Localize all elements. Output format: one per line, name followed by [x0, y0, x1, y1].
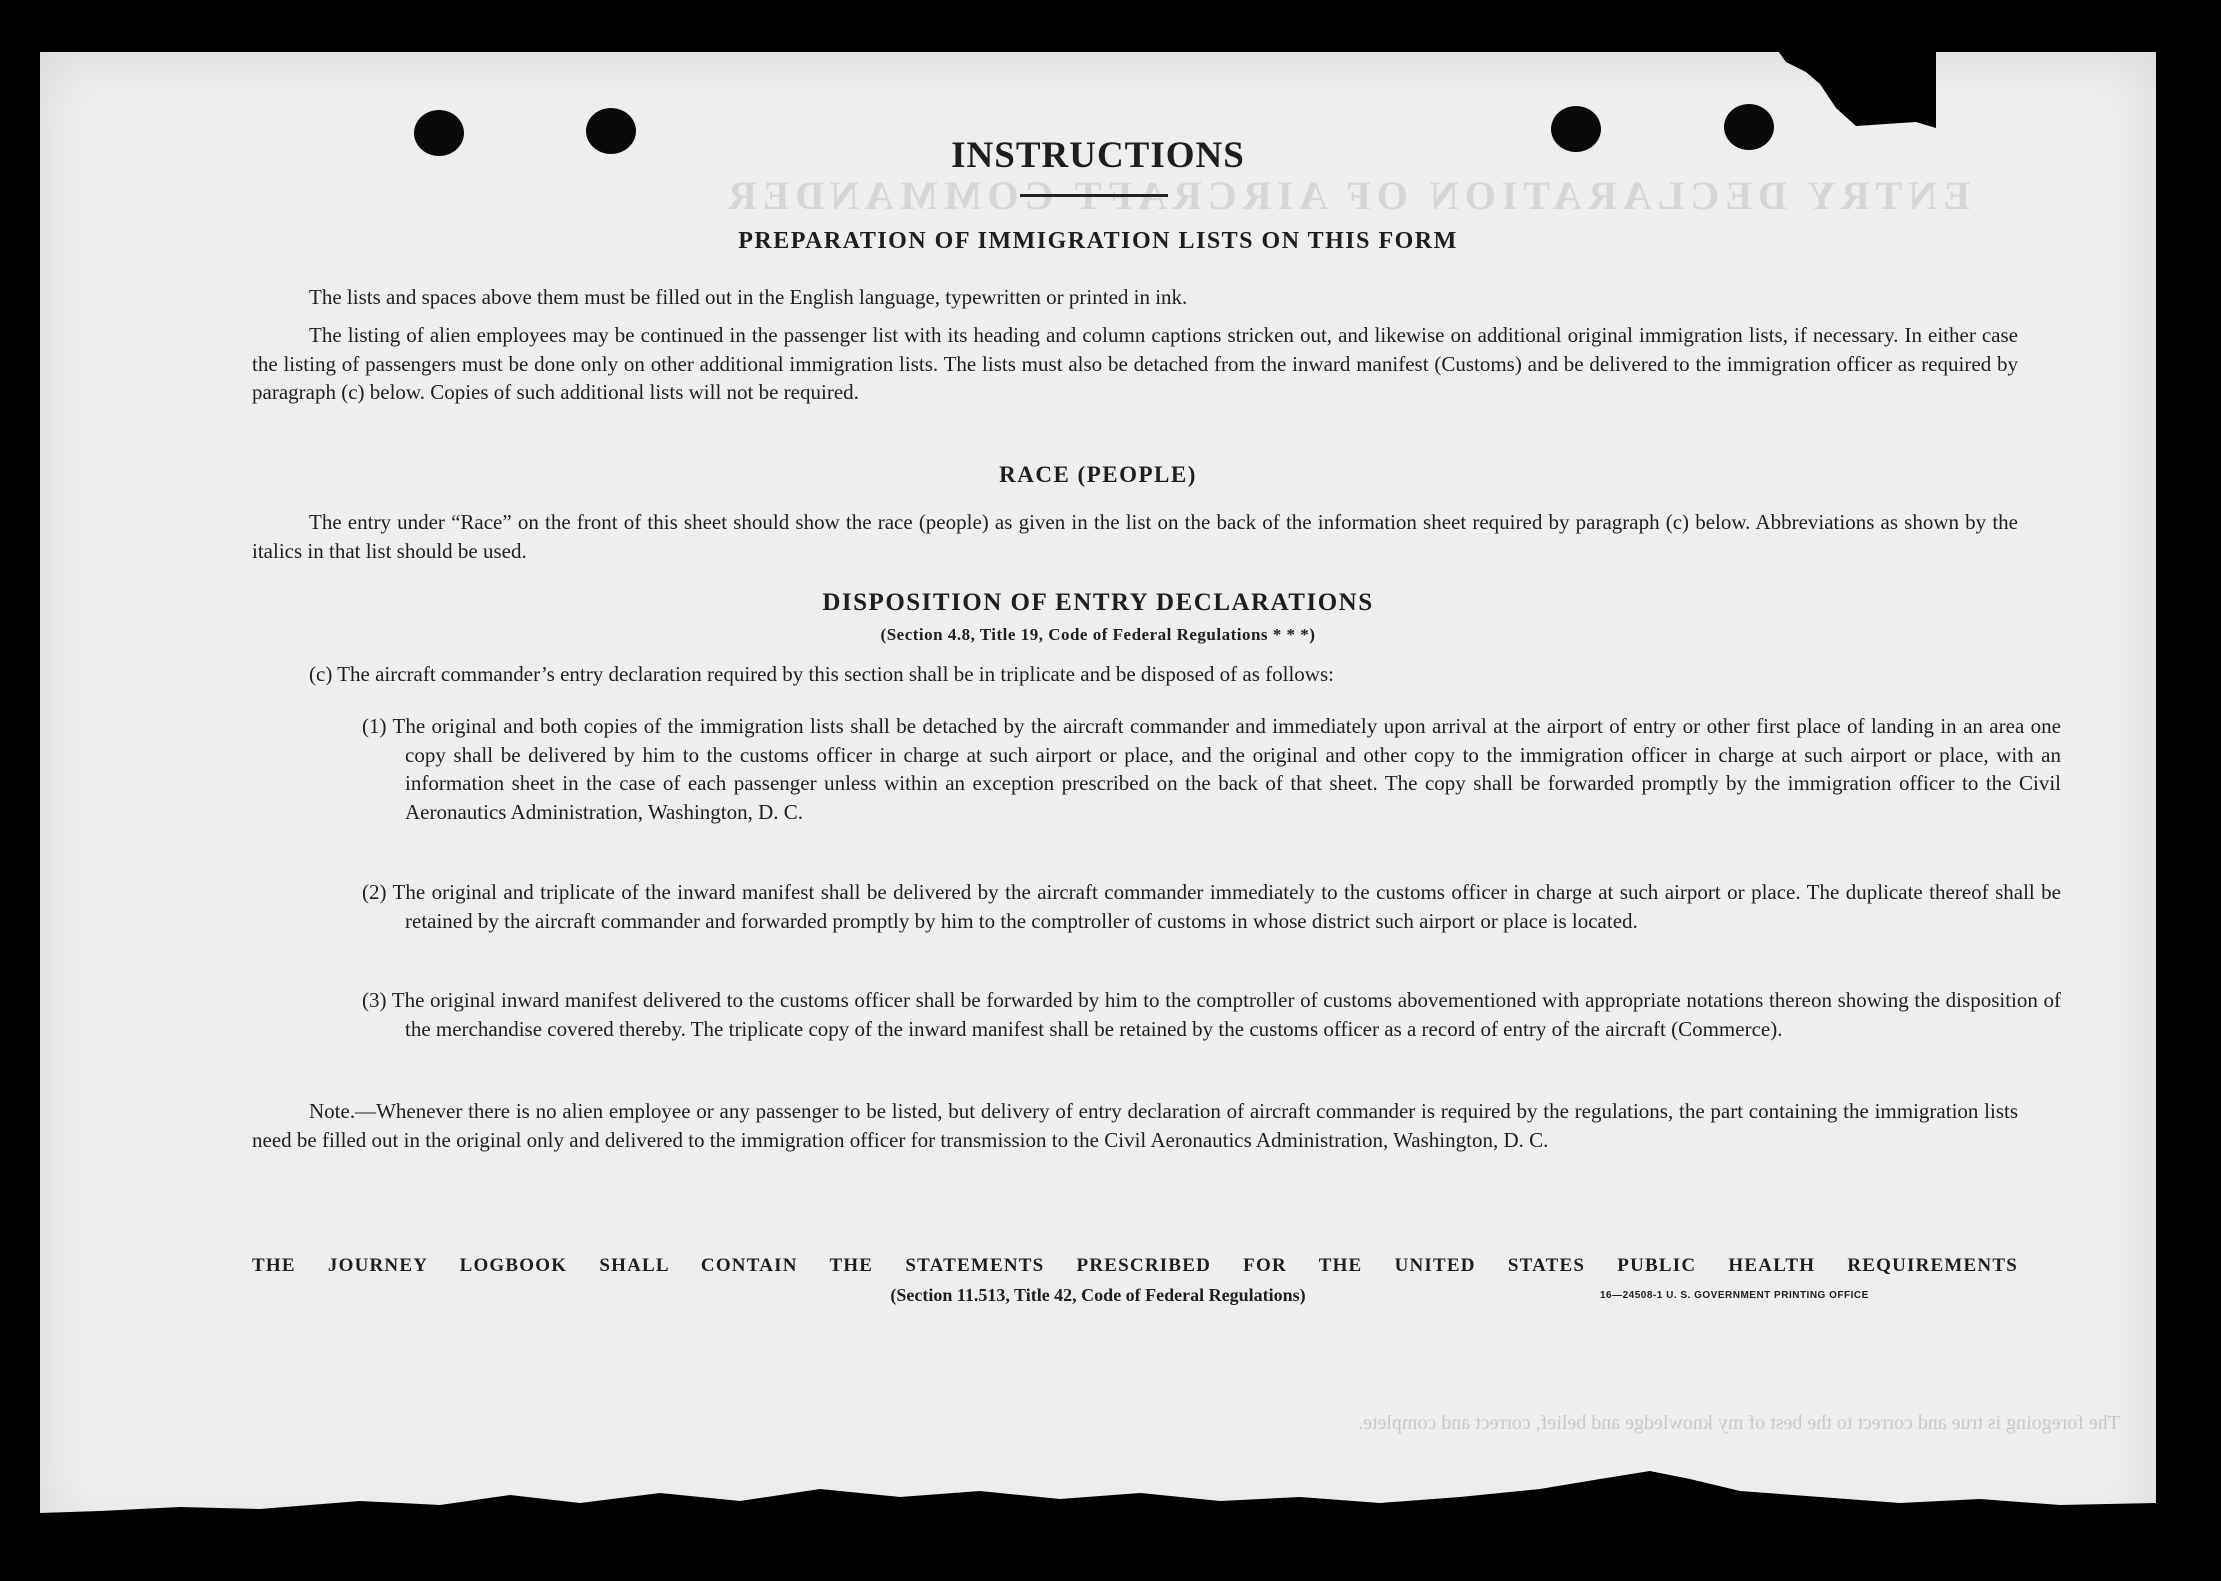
document-page	[40, 52, 2156, 1537]
footer-citation: (Section 11.513, Title 42, Code of Federal Regulations)	[890, 1285, 1306, 1305]
paragraph-disposition-intro: (c) The aircraft commander’s entry declaration required by this section shall be in triplicate and be disposed of as follows:	[309, 662, 1334, 686]
list-item: (2) The original and triplicate of the inward manifest shall be delivered by the aircraft commander immediately to the customs officer in charge at such airport or place. The duplicate thereof shall be retained by the aircraft commander and forwarded promptly by him to the comptroller of customs in whose district such airport or place is located.	[362, 880, 2061, 933]
paragraph-race: The entry under “Race” on the front of this sheet should show the race (people) as given in the list on the back of the information sheet required by paragraph (c) below. Abbreviations as shown by the italics in that list should be used.	[252, 510, 2018, 563]
section-citation: (Section 4.8, Title 19, Code of Federal Regulations * * *)	[880, 625, 1316, 644]
list-item: (3) The original inward manifest delivered to the customs officer shall be forwarded by him to the comptroller of customs abovementioned with appropriate notations thereon showing the disposition of the merchandise covered thereby. The triplicate copy of the inward manifest shall be retained by the customs officer as a record of entry of the aircraft (Commerce).	[362, 988, 2061, 1041]
section-heading-preparation: PREPARATION OF IMMIGRATION LISTS ON THIS FORM	[738, 228, 1458, 254]
paragraph-note: Note.—Whenever there is no alien employee or any passenger to be listed, but delivery of entry declaration of aircraft commander is required by the regulations, the part containing the immigration lists need be filled out in the original only and delivered to the immigration officer for transmission to the Civil Aeronautics Administration, Washington, D. C.	[252, 1099, 2018, 1152]
show-through-bottom: The foregoing is true and correct to the best of my knowledge and belief, correct and complete.	[1358, 1412, 2120, 1434]
list-item: (1) The original and both copies of the immigration lists shall be detached by the aircraft commander and immediately upon arrival at the airport of entry or other first place of landing in an area one copy shall be delivered by him to the customs officer in charge at such airport or place, and the original and other copy to the immigration officer in charge at such airport or place, with an information sheet in the case of each passenger unless within an exception prescribed on the back of that sheet. The copy shall be forwarded promptly by the immigration officer to the Civil Aeronautics Administration, Washington, D. C.	[362, 714, 2061, 824]
page-title: INSTRUCTIONS	[951, 135, 1245, 176]
show-through-heading: ENTRY DECLARATION OF AIRCRAFT COMMANDER	[721, 173, 1970, 218]
torn-corner	[1776, 52, 1936, 138]
paragraph-prep-1: The lists and spaces above them must be filled out in the English language, typewritten or printed in ink.	[309, 285, 1188, 309]
torn-bottom-edge	[40, 1467, 2156, 1537]
title-underline	[1020, 194, 1168, 197]
printer-imprint: 16—24508-1 U. S. GOVERNMENT PRINTING OFFICE	[1600, 1290, 1869, 1301]
section-heading-race: RACE (PEOPLE)	[999, 462, 1197, 487]
paragraph-prep-2: The listing of alien employees may be continued in the passenger list with its heading and column captions stricken out, and likewise on additional original immigration lists, if necessary. In either case the listing of passengers must be done only on other additional immigration lists. The lists must also be detached from the inward manifest (Customs) and be delivered to the immigration officer as required by paragraph (c) below. Copies of such additional lists will not be required.	[252, 323, 2018, 404]
footer-statement: THE JOURNEY LOGBOOK SHALL CONTAIN THE STATEMENTS PRESCRIBED FOR THE UNITED STATES PUBLIC HEALTH REQUIREMENTS	[252, 1255, 2018, 1276]
section-heading-disposition: DISPOSITION OF ENTRY DECLARATIONS	[822, 589, 1374, 616]
